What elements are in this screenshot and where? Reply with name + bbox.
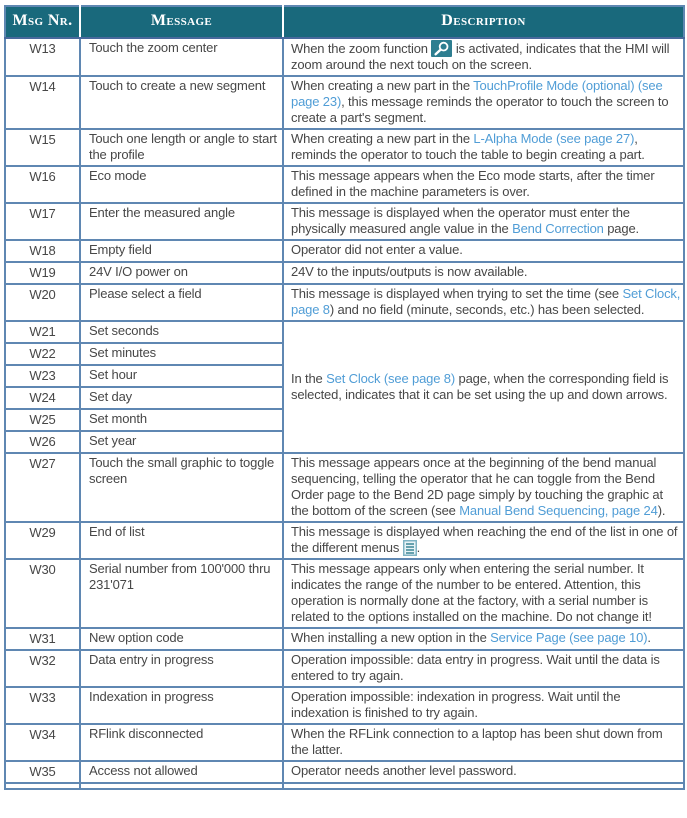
message-cell: Please select a field xyxy=(80,284,283,321)
description-text: This message appears only when entering the serial number. It indicates the range of the number to be entered. Attention, this operation is normally done at the factory, with a serial number is related to the options installed on the machine. Do not change it! xyxy=(291,561,652,624)
description-cell xyxy=(283,783,684,789)
description-text: . xyxy=(647,630,651,645)
description-cell xyxy=(283,38,684,76)
table-row xyxy=(5,761,684,783)
doc-cross-reference-link[interactable]: TouchProfile Mode (optional) (see page 23) xyxy=(291,78,663,109)
msg-nr-cell: W18 xyxy=(5,240,80,262)
table-row xyxy=(5,76,684,129)
message-cell: Touch the small graphic to toggle screen xyxy=(80,453,283,522)
description-cell xyxy=(283,76,684,129)
table-row xyxy=(5,262,684,284)
msg-nr-cell: W24 xyxy=(5,387,80,409)
zoom-icon xyxy=(431,40,452,57)
description-text: When the RFLink connection to a laptop has been shut down from the latter. xyxy=(291,726,663,757)
table-row xyxy=(5,453,684,522)
msg-nr-cell: W15 xyxy=(5,129,80,166)
message-cell: Set minutes xyxy=(80,343,283,365)
description-text: In the xyxy=(291,370,327,386)
msg-nr-cell: W20 xyxy=(5,284,80,321)
description-text: , reminds the operator to touch the table to begin creating a part. xyxy=(291,131,645,162)
description-text: ). xyxy=(657,503,666,518)
end-of-list-icon xyxy=(403,540,417,556)
message-cell: Touch the zoom center xyxy=(80,38,283,76)
table-row xyxy=(5,38,684,76)
description-text: This message is displayed when the operator must enter the physically measured angle value in the xyxy=(291,205,630,236)
msg-nr-cell: W19 xyxy=(5,262,80,284)
message-cell: Access not allowed xyxy=(80,761,283,783)
description-cell xyxy=(283,522,684,559)
description-text: page. xyxy=(603,221,640,236)
msg-nr-cell: W17 xyxy=(5,203,80,240)
description-text: This message is displayed when reaching the end of the list in one of the different menus xyxy=(291,524,678,555)
message-cell: End of list xyxy=(80,522,283,559)
description-cell xyxy=(283,628,684,650)
msg-nr-cell: W29 xyxy=(5,522,80,559)
description-text: ) and no field (minute, seconds, etc.) has been selected. xyxy=(329,302,645,317)
description-text: . xyxy=(416,540,421,555)
msg-nr-cell: W30 xyxy=(5,559,80,628)
table-row-cut-off xyxy=(5,783,684,789)
message-cell: Empty field xyxy=(80,240,283,262)
message-cell: New option code xyxy=(80,628,283,650)
description-text: When the zoom function xyxy=(291,41,432,56)
description-text: , this message reminds the operator to touch the screen to create a part's segment. xyxy=(291,94,669,125)
description-cell xyxy=(283,650,684,687)
doc-cross-reference-link[interactable]: Set Clock, page 8 xyxy=(291,286,681,317)
msg-nr-cell: W26 xyxy=(5,431,80,453)
message-cell: Data entry in progress xyxy=(80,650,283,687)
description-cell xyxy=(283,559,684,628)
msg-nr-cell: W13 xyxy=(5,38,80,76)
message-cell: Touch one length or angle to start the profile xyxy=(80,129,283,166)
msg-nr-cell: W21 xyxy=(5,321,80,343)
description-cell-merged xyxy=(283,321,684,453)
description-text: This message is displayed when trying to set the time (see xyxy=(291,286,623,301)
description-cell xyxy=(283,240,684,262)
msg-nr-cell: W33 xyxy=(5,687,80,724)
description-cell xyxy=(283,166,684,203)
message-cell xyxy=(80,783,283,789)
message-cell: Set year xyxy=(80,431,283,453)
msg-nr-cell: W27 xyxy=(5,453,80,522)
description-text: Operation impossible: indexation in progress. Wait until the indexation is finished to try again. xyxy=(291,689,621,720)
table-row xyxy=(5,724,684,761)
msg-nr-cell: W25 xyxy=(5,409,80,431)
column-header-message: Message xyxy=(80,6,283,38)
description-text: This message appears once at the beginning of the bend manual sequencing, telling the operator that he can toggle from the Bend Order page to the Bend 2D page simply by touching the graphic at the bottom of the screen (see xyxy=(291,455,663,518)
table-row xyxy=(5,628,684,650)
table-header xyxy=(5,6,684,38)
msg-nr-cell: W14 xyxy=(5,76,80,129)
message-cell: Set day xyxy=(80,387,283,409)
description-cell xyxy=(283,262,684,284)
description-text: When installing a new option in the xyxy=(291,630,491,645)
table-row xyxy=(5,650,684,687)
description-text: This message appears when the Eco mode starts, after the timer defined in the machine parameters is over. xyxy=(291,168,655,199)
msg-nr-cell: W32 xyxy=(5,650,80,687)
doc-cross-reference-link[interactable]: Set Clock (see page 8) xyxy=(326,370,456,386)
column-header-msg-nr: Msg Nr. xyxy=(5,6,80,38)
description-cell xyxy=(283,284,684,321)
message-cell: Serial number from 100'000 thru 231'071 xyxy=(80,559,283,628)
messages-table xyxy=(4,5,685,790)
description-text: When creating a new part in the xyxy=(291,78,474,93)
table-row xyxy=(5,687,684,724)
description-cell xyxy=(283,687,684,724)
description-text: Operation impossible: data entry in progress. Wait until the data is entered to try again. xyxy=(291,652,660,683)
message-cell: Set month xyxy=(80,409,283,431)
table-row xyxy=(5,284,684,321)
message-cell: RFlink disconnected xyxy=(80,724,283,761)
description-cell xyxy=(283,761,684,783)
column-header-description: Description xyxy=(283,6,684,38)
description-cell xyxy=(283,129,684,166)
description-text: Operator did not enter a value. xyxy=(291,242,463,257)
doc-cross-reference-link[interactable]: Service Page (see page 10) xyxy=(490,630,648,645)
doc-cross-reference-link[interactable]: L-Alpha Mode (see page 27) xyxy=(473,131,635,146)
message-cell: Eco mode xyxy=(80,166,283,203)
description-text: Operator needs another level password. xyxy=(291,763,517,778)
description-text: is activated, indicates that the HMI will zoom around the next touch on the screen. xyxy=(291,41,670,72)
table-row xyxy=(5,522,684,559)
message-cell: Enter the measured angle xyxy=(80,203,283,240)
table-row xyxy=(5,129,684,166)
description-text: When creating a new part in the xyxy=(291,131,474,146)
msg-nr-cell: W31 xyxy=(5,628,80,650)
description-cell xyxy=(283,724,684,761)
description-text: page, when the corresponding field is selected, indicates that it can be set using the up and down arrows. xyxy=(291,370,669,402)
message-cell: Touch to create a new segment xyxy=(80,76,283,129)
table-row xyxy=(5,203,684,240)
doc-cross-reference-link[interactable]: Bend Correction xyxy=(512,221,604,236)
table-row xyxy=(5,240,684,262)
msg-nr-cell: W22 xyxy=(5,343,80,365)
message-cell: Set seconds xyxy=(80,321,283,343)
description-cell xyxy=(283,203,684,240)
table-row xyxy=(5,321,684,343)
msg-nr-cell: W23 xyxy=(5,365,80,387)
description-cell xyxy=(283,453,684,522)
msg-nr-cell: W16 xyxy=(5,166,80,203)
msg-nr-cell xyxy=(5,783,80,789)
table-body xyxy=(5,38,684,789)
description-text: 24V to the inputs/outputs is now available. xyxy=(291,264,528,279)
msg-nr-cell: W34 xyxy=(5,724,80,761)
message-cell: Set hour xyxy=(80,365,283,387)
doc-cross-reference-link[interactable]: Manual Bend Sequencing, page 24 xyxy=(459,503,658,518)
message-cell: 24V I/O power on xyxy=(80,262,283,284)
table-row xyxy=(5,559,684,628)
msg-nr-cell: W35 xyxy=(5,761,80,783)
table-row xyxy=(5,166,684,203)
message-cell: Indexation in progress xyxy=(80,687,283,724)
